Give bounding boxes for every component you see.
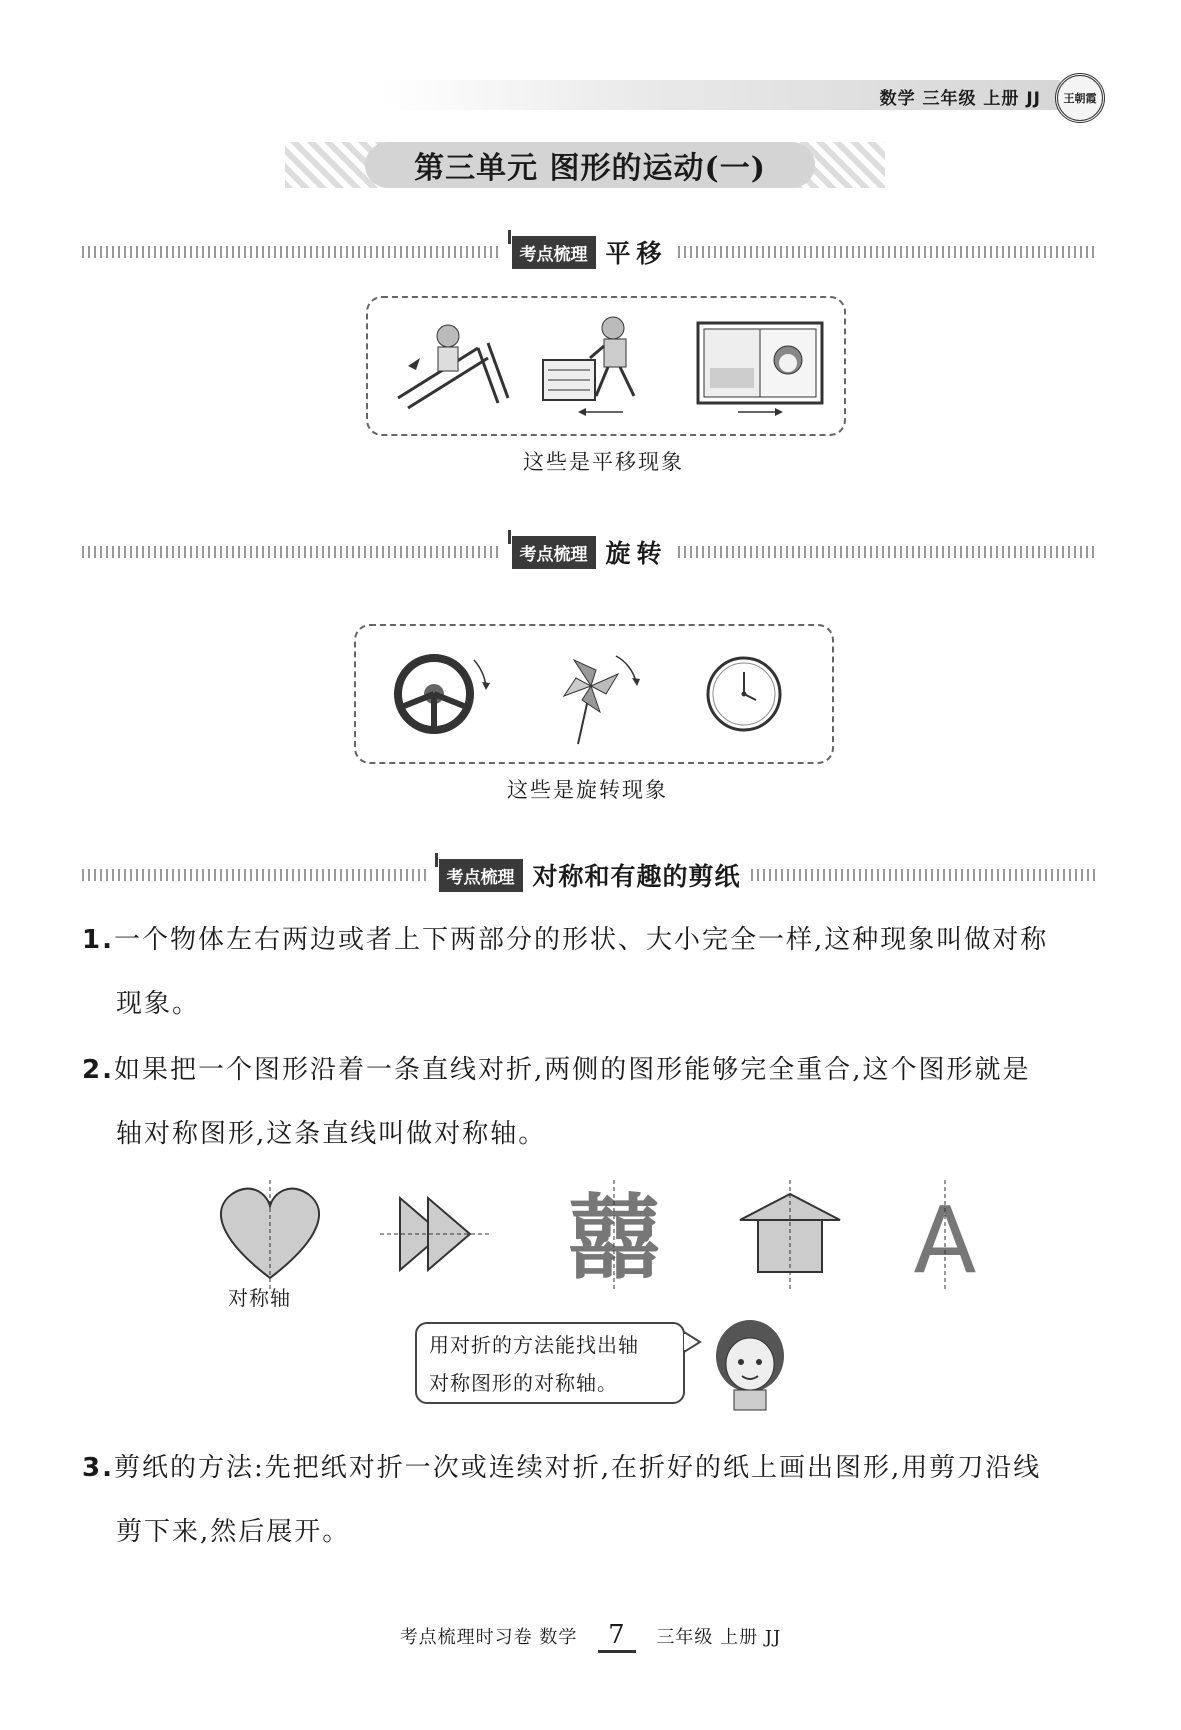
item-text: 一个物体左右两边或者上下两部分的形状、大小完全一样,这种现象叫做对称 bbox=[113, 925, 1049, 955]
translation-figure-box bbox=[366, 296, 846, 436]
dotted-rule bbox=[678, 546, 1098, 558]
letter-a: A bbox=[913, 1187, 977, 1294]
item-text: 如果把一个图形沿着一条直线对折,两侧的图形能够完全重合,这个图形就是 bbox=[113, 1055, 1031, 1085]
bubble-tail bbox=[684, 1330, 702, 1354]
sliding-window-illustration bbox=[698, 323, 822, 416]
item-number: 2. bbox=[82, 1055, 114, 1085]
item-text-cont: 剪下来,然后展开。 bbox=[116, 1517, 351, 1547]
section-tag: 考点梳理 bbox=[439, 859, 523, 892]
dotted-rule bbox=[751, 869, 1098, 881]
section-header-translation bbox=[82, 232, 1097, 272]
slide-illustration bbox=[398, 325, 508, 408]
item-number: 3. bbox=[82, 1453, 114, 1483]
section-tag: 考点梳理 bbox=[512, 236, 596, 269]
item-text-cont: 轴对称图形,这条直线叫做对称轴。 bbox=[116, 1119, 547, 1149]
dotted-rule bbox=[82, 546, 502, 558]
house-figure bbox=[740, 1180, 840, 1290]
translation-illustrations bbox=[368, 298, 844, 434]
dotted-rule bbox=[82, 246, 502, 258]
rotation-figure-box bbox=[354, 624, 834, 764]
item-number: 1. bbox=[82, 925, 114, 955]
symmetry-figures bbox=[200, 1180, 1000, 1320]
course-label: 数学 三年级 上册 JJ bbox=[879, 89, 1041, 109]
translation-caption: 这些是平移现象 bbox=[523, 450, 684, 474]
item-text-cont: 现象。 bbox=[116, 989, 201, 1019]
section-title: 旋转 bbox=[605, 539, 668, 568]
item-3 bbox=[82, 1436, 1092, 1564]
item-2 bbox=[82, 1038, 1092, 1166]
footer-left: 考点梳理时习卷 数学 bbox=[399, 1627, 578, 1648]
dotted-rule bbox=[82, 869, 429, 881]
steering-wheel-illustration bbox=[398, 658, 490, 730]
letter-a-figure bbox=[914, 1180, 977, 1294]
section-title: 对称和有趣的剪纸 bbox=[532, 862, 741, 891]
publisher-logo bbox=[1055, 73, 1105, 123]
section-tag: 考点梳理 bbox=[512, 536, 596, 569]
page-footer bbox=[0, 1620, 1181, 1653]
axis-label: 对称轴 bbox=[228, 1286, 291, 1310]
heart-figure bbox=[221, 1180, 319, 1290]
xi-character-figure bbox=[568, 1180, 660, 1292]
section-header-rotation bbox=[82, 532, 1097, 572]
dotted-rule bbox=[678, 246, 1098, 258]
speech-bubble bbox=[415, 1322, 685, 1404]
xi-character: 囍 bbox=[567, 1185, 661, 1292]
bubble-line-2: 对称图形的对称轴。 bbox=[429, 1371, 618, 1395]
rotation-caption: 这些是旋转现象 bbox=[507, 778, 668, 802]
logo-text: 王朝霞 bbox=[1063, 92, 1097, 105]
unit-title: 第三单元 图形的运动(一) bbox=[365, 142, 815, 188]
rotation-illustrations bbox=[356, 626, 832, 762]
bubble-line-1: 用对折的方法能找出轴 bbox=[429, 1333, 639, 1357]
page-number: 7 bbox=[598, 1620, 636, 1653]
section-header-symmetry bbox=[82, 855, 1097, 895]
girl-illustration bbox=[710, 1312, 790, 1412]
footer-right: 三年级 上册 JJ bbox=[656, 1627, 782, 1648]
double-triangle-figure bbox=[380, 1198, 490, 1270]
box-pushing-illustration bbox=[543, 317, 634, 416]
section-title: 平移 bbox=[605, 239, 668, 268]
pinwheel-illustration bbox=[564, 656, 640, 744]
item-1 bbox=[82, 908, 1092, 1036]
item-text: 剪纸的方法:先把纸对折一次或连续对折,在折好的纸上画出图形,用剪刀沿线 bbox=[113, 1453, 1042, 1483]
clock-illustration bbox=[708, 658, 780, 730]
